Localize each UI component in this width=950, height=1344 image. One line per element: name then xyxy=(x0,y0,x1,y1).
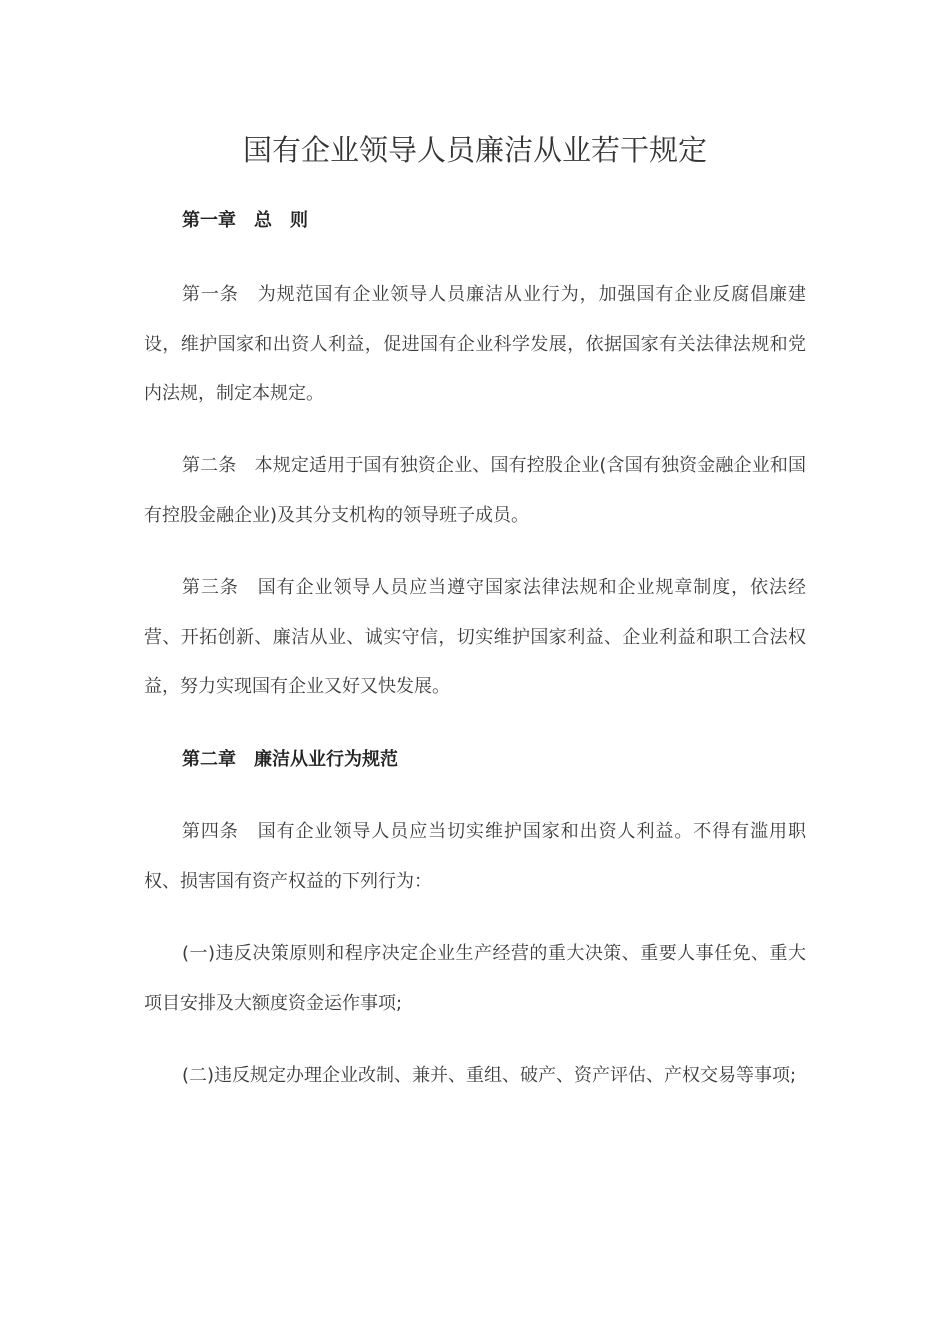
article-4-item-1: (一)违反决策原则和程序决定企业生产经营的重大决策、重要人事任免、重大项目安排及大额度资金运作事项; xyxy=(144,943,806,1014)
article-1: 第一条 为规范国有企业领导人员廉洁从业行为，加强国有企业反腐倡廉建设，维护国家和出资人利益，促进国有企业科学发展，依据国家有关法律法规和党内法规，制定本规定。 xyxy=(144,284,806,404)
document-title: 国有企业领导人员廉洁从业若干规定 xyxy=(242,133,707,167)
article-2: 第二条 本规定适用于国有独资企业、国有控股企业(含国有独资金融企业和国有控股金融企业)及其分支机构的领导班子成员。 xyxy=(144,455,806,526)
article-4: 第四条 国有企业领导人员应当切实维护国家和出资人利益。不得有滥用职权、损害国有资产权益的下列行为： xyxy=(144,821,806,892)
chapter-1-heading: 第一章 总 则 xyxy=(182,210,308,231)
article-3: 第三条 国有企业领导人员应当遵守国家法律法规和企业规章制度，依法经营、开拓创新、廉洁从业、诚实守信，切实维护国家利益、企业利益和职工合法权益，努力实现国有企业又好又快发展。 xyxy=(144,577,806,697)
chapter-2-heading: 第二章 廉洁从业行为规范 xyxy=(182,749,398,770)
article-4-item-2: (二)违反规定办理企业改制、兼并、重组、破产、资产评估、产权交易等事项; xyxy=(182,1065,797,1086)
